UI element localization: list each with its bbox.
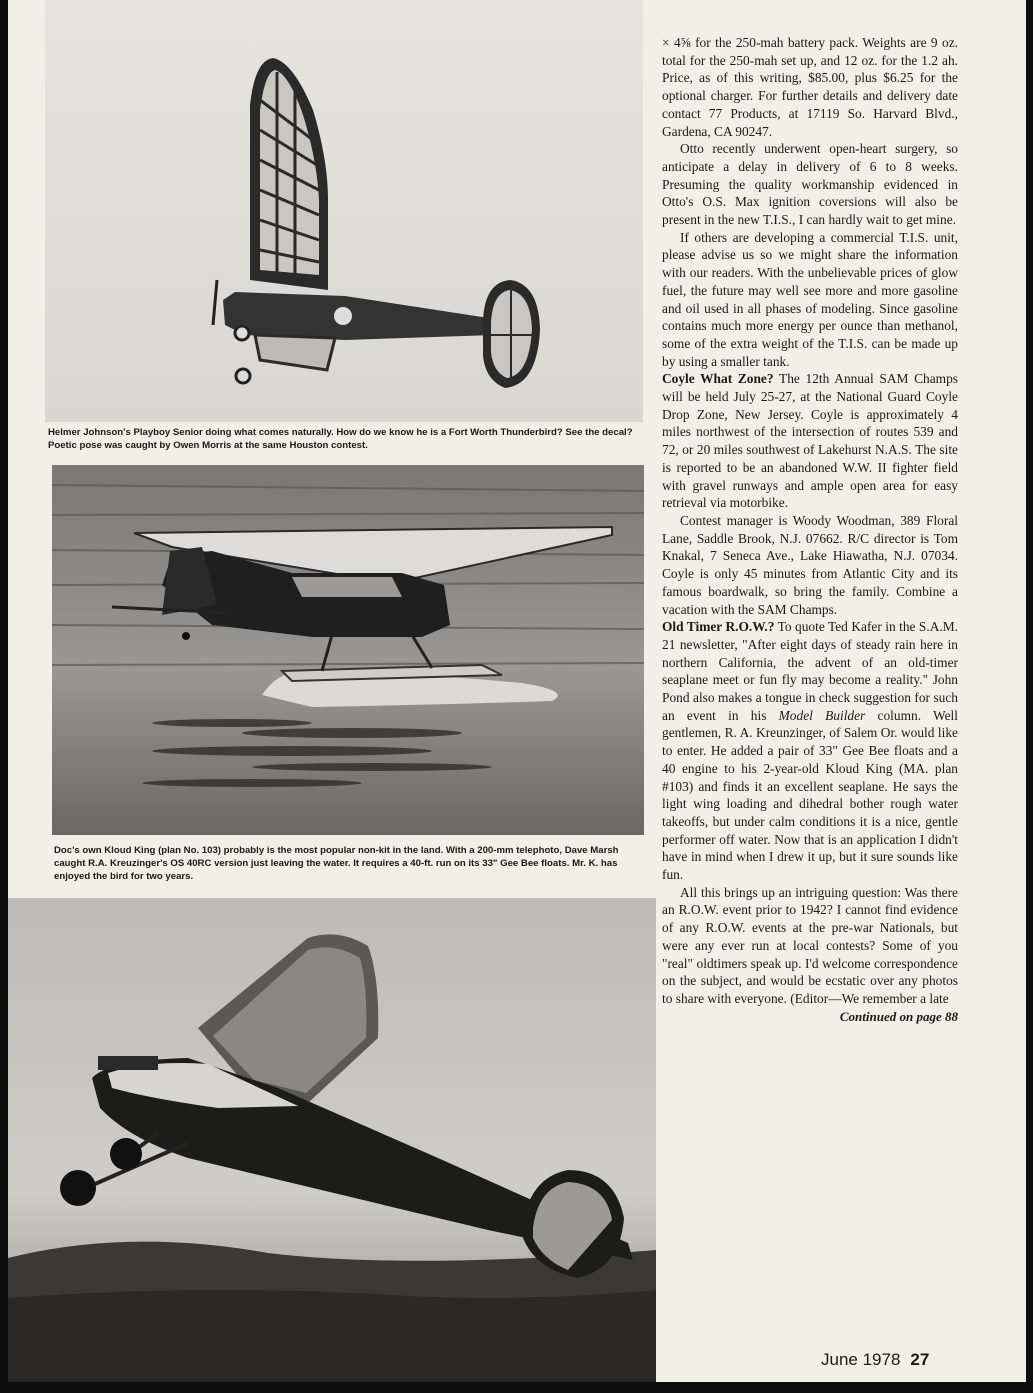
article-paragraph: × 4⅝ for the 250-mah battery pack. Weights are 9 oz. total for the 250-mah set up, and 12 oz. for the 1.2 ah. Price, as of this writing, $85.00, plus $6.25 for the optional charger. For further details and delivery date contact 77 Products, at 17119 So. Harvard Blvd., Gardena, CA 90247. — [662, 35, 958, 139]
photo-kloud-king-water — [52, 465, 644, 835]
article-section-row — [662, 618, 958, 884]
section-body: The 12th Annual SAM Champs will be held July 25-27, at the National Guard Coyle Drop Zone, New Jersey. Coyle is approximately 4 miles northwest of the intersection of routes 539 and 72, or 20 miles southwest of Lakehurst N.A.S. The site is reported to be an abandoned W.W. II fighter field with gravel runways and ample open area for easy retrieval via motorbike. — [662, 371, 959, 511]
section-body: To quote Ted Kafer in the S.A.M. 21 newsletter, "After eight days of steady rain here in northern California, the advent of an old-timer seaplane meet or fun fly may become a reality." John Pond also makes a tongue in check suggestion for such an event in his — [662, 619, 958, 723]
photo1-caption: Helmer Johnson's Playboy Senior doing what comes naturally. How do we know he is a Fort Worth Thunderbird? See the decal? Poetic pose was caught by Owen Morris at the same Houston contest. — [48, 427, 633, 451]
section-heading: Coyle What Zone? — [662, 371, 774, 387]
photo-model-low-pass — [8, 898, 656, 1382]
page-footer — [821, 1350, 929, 1370]
page-number: 27 — [910, 1350, 930, 1369]
article-paragraph: Contest manager is Woody Woodman, 389 Floral Lane, Saddle Brook, N.J. 07662. R/C director is Tom Knakal, 7 Seneca Ave., Lake Hiawatha, N.J. 07034. Coyle is only 45 minutes from Atlantic City and its famous boardwalk, so bring the family. Combine a vacation with the SAM Champs. — [662, 512, 958, 617]
magazine-page — [8, 0, 1026, 1382]
section-heading: Old Timer R.O.W.? — [662, 619, 775, 635]
article-paragraph: If others are developing a commercial T.I.S. unit, please advise us so we might share the information with our readers. With the unbelievable prices of glow fuel, the future may well see more and more gasoline and oil used in all phases of modeling. Since gasoline contains much more energy per ounce than methanol, some of the extra weight of the T.I.S. can be made up by using a smaller tank. — [662, 229, 958, 369]
article-paragraph: All this brings up an intriguing question: Was there an R.O.W. event prior to 1942? I cannot find evidence of any R.O.W. events at the pre-war Nationals, but were any ever run at local contests? Some of you "real" oldtimers speak up. I'd welcome correspondence on the subject, and would be ecstatic over any photos to share with everyone. (Editor—We remember a late — [662, 884, 958, 1006]
publication-name: Model Builder — [778, 707, 866, 723]
continued-note: Continued on page 88 — [839, 1008, 958, 1024]
article-section-coyle — [662, 370, 958, 512]
issue-date: June 1978 — [821, 1350, 901, 1369]
photo2-caption: Doc's own Kloud King (plan No. 103) probably is the most popular non-kit in the land. With a 200-mm telephoto, Dave Marsh caught R.A. Kreuzinger's OS 40RC version just leaving the water. It requires a 40-ft. run on its 33" Gee Bee floats. Mr. K. has enjoyed the bird for two years. — [54, 845, 619, 882]
article-paragraph: Otto recently underwent open-heart surgery, so anticipate a delay in delivery of 6 to 8 weeks. Presuming the quality workmanship evidenced in Otto's O.S. Max ignition coversions will also be present in the new T.I.S., I can hardly wait to get mine. — [662, 141, 958, 228]
photo-playboy-senior — [45, 0, 643, 422]
article-column — [662, 34, 958, 1025]
section-body: column. Well gentlemen, R. A. Kreunzinger, of Salem Or. would like to enter. He added a pair of 33" Gee Bee floats and a 40 engine to his 2-year-old Kloud King (MA. plan #103) and finds it an excellent seaplane. He says the light wing loading and dihedral bother rough water takeoffs, but under calm conditions it is a nice, gentle performer off water. Now that is an application I didn't have in mind when I drew it up, but it sure sounds like fun. — [662, 707, 958, 883]
